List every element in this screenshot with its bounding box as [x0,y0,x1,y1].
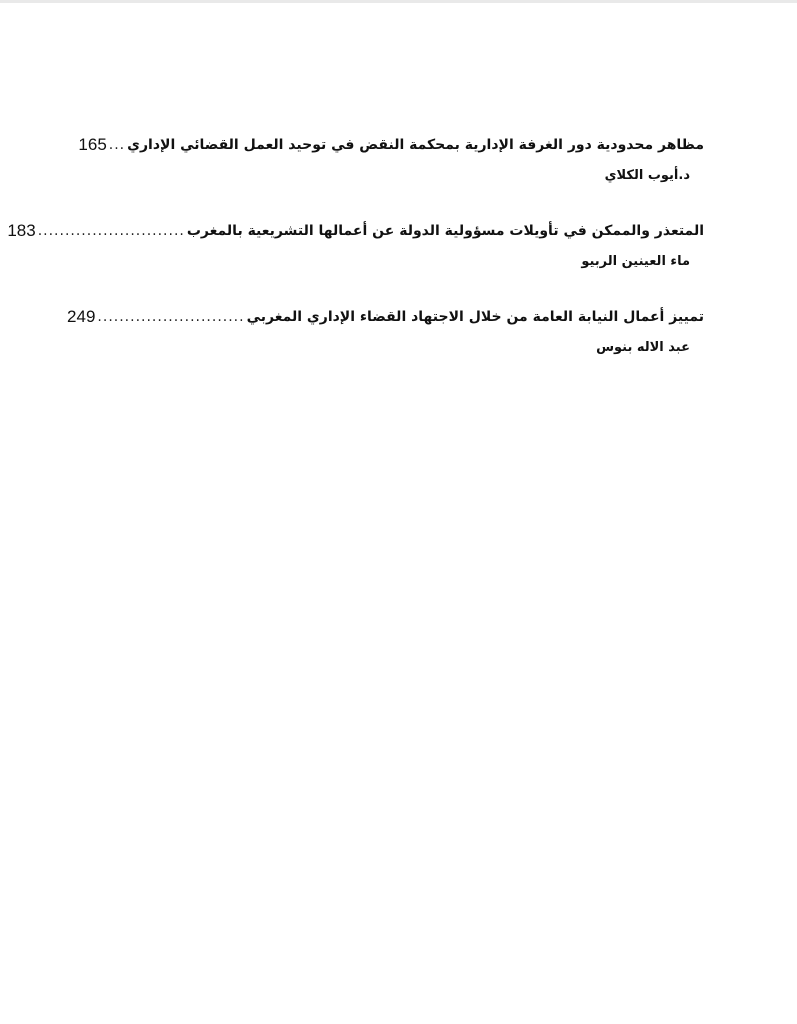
toc-entry-author: عبد الاله بنوس [596,340,690,355]
toc-entry-page-number: 183 [7,221,36,240]
toc-entry-title: تمييز أعمال النيابة العامة من خلال الاجتهاد القضاء الإداري المغربي [246,309,704,325]
toc-entry [78,130,704,216]
toc-entry-title: مظاهر محدودية دور الغرفة الإدارية بمحكمة النقض في توحيد العمل القضائي الإداري [127,137,704,153]
page-top-edge [0,0,797,3]
table-of-contents [7,130,704,388]
toc-entry-page-number: 165 [78,135,107,154]
toc-entry-title: المتعذر والممكن في تأويلات مسؤولية الدولة عن أعمالها التشريعية بالمغرب [186,223,704,239]
toc-entry [7,216,704,302]
toc-entry-page-number: 249 [67,307,96,326]
toc-entry-line [78,130,704,160]
toc-entry-line [7,216,704,246]
toc-entry-line [67,302,704,332]
toc-entry-author: د.أيوب الكلاي [604,168,690,183]
toc-entry-leader: ........................... [37,223,185,239]
toc-entry-leader: ........................... [97,309,245,325]
toc-entry-leader: ... [108,137,126,153]
toc-entry [67,302,704,388]
toc-entry-author: ماء العينين الربيو [581,254,690,269]
